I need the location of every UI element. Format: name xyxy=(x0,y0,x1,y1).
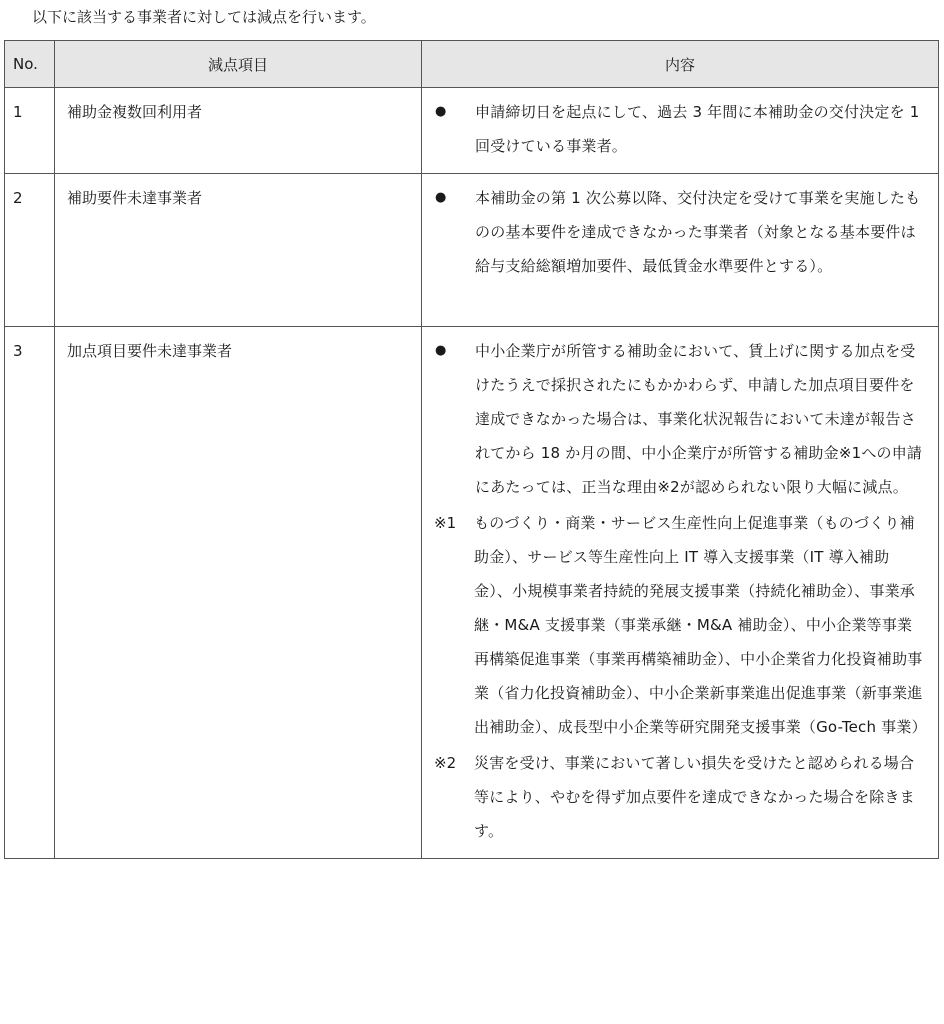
table-row xyxy=(5,174,939,327)
footnote-marker: ※2 xyxy=(434,754,457,772)
bullet-entry xyxy=(434,95,926,163)
row-number: 2 xyxy=(5,174,55,327)
entry-text: 本補助金の第 1 次公募以降、交付決定を受けて事業を実施したものの基本要件を達成できなかった事業者（対象となる基本要件は給与支給総額増加要件、最低賃金水準要件とする）。 xyxy=(475,189,921,275)
row-content xyxy=(422,174,939,327)
header-no: No. xyxy=(5,41,55,88)
table-row xyxy=(5,327,939,859)
entry-text: 申請締切日を起点にして、過去 3 年間に本補助金の交付決定を 1 回受けている事業者。 xyxy=(475,103,920,155)
bullet-entry xyxy=(434,181,926,283)
header-content: 内容 xyxy=(422,41,939,88)
bullet-marker: ● xyxy=(435,190,447,205)
row-item: 補助要件未達事業者 xyxy=(55,174,422,327)
footnote-entry xyxy=(434,746,926,848)
bullet-marker: ● xyxy=(435,343,447,358)
row-content xyxy=(422,327,939,859)
row-number: 3 xyxy=(5,327,55,859)
row-item: 加点項目要件未達事業者 xyxy=(55,327,422,859)
intro-text: 以下に該当する事業者に対しては減点を行います。 xyxy=(32,8,376,26)
footnote-entry xyxy=(434,506,926,744)
table-header-row xyxy=(5,41,939,88)
footnote-text: 災害を受け、事業において著しい損失を受けたと認められる場合等により、やむを得ず加点要件を達成できなかった場合を除きます。 xyxy=(474,754,915,840)
bullet-entry xyxy=(434,334,926,504)
row-item: 補助金複数回利用者 xyxy=(55,88,422,174)
bullet-marker: ● xyxy=(435,104,447,119)
entry-text: 中小企業庁が所管する補助金において、賃上げに関する加点を受けたうえで採択されたにもかかわらず、申請した加点項目要件を達成できなかった場合は、事業化状況報告において未達が報告されてから 18 か月の間、中小企業庁が所管する補助金※1への申請にあたっては、正当な理由※2が認められない限り大幅に減点。 xyxy=(475,342,923,496)
row-content xyxy=(422,88,939,174)
table-row xyxy=(5,88,939,174)
footnote-marker: ※1 xyxy=(434,514,457,532)
row-number: 1 xyxy=(5,88,55,174)
footnote-text: ものづくり・商業・サービス生産性向上促進事業（ものづくり補助金）、サービス等生産性向上 IT 導入支援事業（IT 導入補助金）、小規模事業者持続的発展支援事業（持続化補助金）、事業承継・M&A 支援事業（事業承継・M&A 補助金）、中小企業等事業再構築促進事業（事業再構築補助金）、中小企業省力化投資補助事業（省力化投資補助金）、中小企業新事業進出促進事業（新事業進出補助金）、成長型中小企業等研究開発支援事業（Go-Tech 事業） xyxy=(474,514,927,736)
deduction-table xyxy=(4,40,939,859)
header-item: 減点項目 xyxy=(55,41,422,88)
